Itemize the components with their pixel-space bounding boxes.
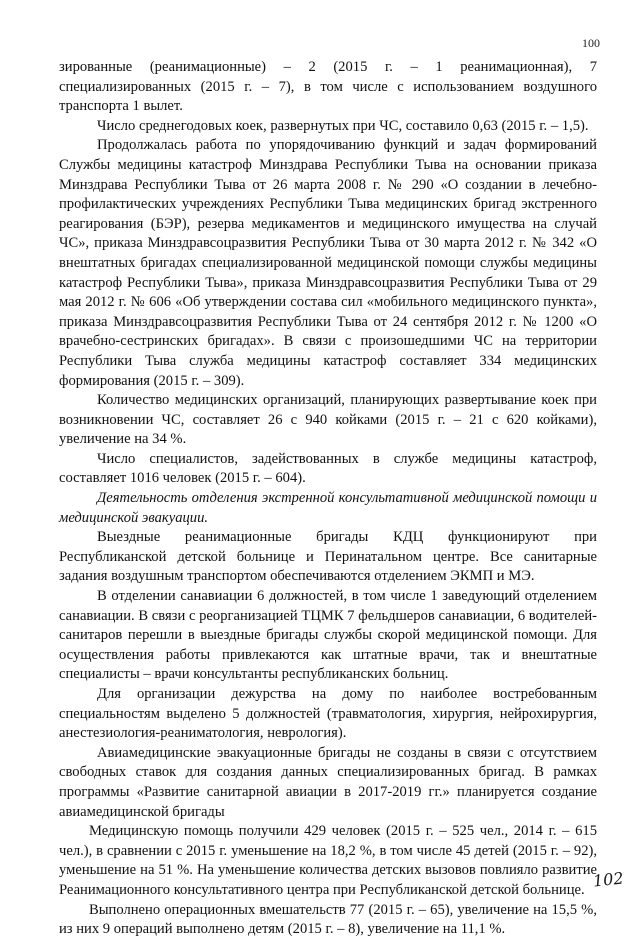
handwritten-page-number: 102: [592, 868, 625, 891]
paragraph-beds: Число среднегодовых коек, развернутых при ЧС, составило 0,63 (2015 г. – 1,5).: [97, 117, 589, 134]
paragraph-aviamedical: Авиамедицинские эвакуационные бригады не созданы в связи с отсутствием свободных ставок для создания данных специализированных бригад. В рамках программы «Развитие санитарной авиации в 2017-2019 гг.» планируется создание авиамедицинской бригады: [59, 744, 597, 820]
paragraph-organizations: Количество медицинских организаций, планирующих развертывание коек при возникновении ЧС, составляет 26 с 940 койками (2015 г. – 21 с 620 койками), увеличение на 34 %.: [59, 392, 597, 448]
section-heading: Деятельность отделения экстренной консультативной медицинской помощи и медицинской эвакуации.: [59, 490, 597, 526]
paragraph-sanaviation: В отделении санавиации 6 должностей, в том числе 1 заведующий отделением санавиации. В связи с реорганизацией ТЦМК 7 фельдшеров санавиации, 6 водителей-санитаров перешли в выездные бригады службы скорой медицинской помощи. Для осуществления работы привлекаются как штатные врачи, так и внештатные специалисты – врачи консультанты республиканских больниц.: [59, 588, 597, 683]
page-number: 100: [582, 36, 600, 50]
paragraph-orders: Продолжалась работа по упорядочиванию функций и задач формирований Службы медицины катастроф Минздрава Республики Тыва на основании приказа Минздрава Республики Тыва от 26 марта 2008 г. № 290 «О создании в лечебно-профилактических учреждениях Республики Тыва медицинских бригад экстренного реагирования (БЭР), резерва медикаментов и медицинского имущества на случай ЧС», приказа Минздравсоцразвития Республики Тыва от 30 марта 2012 г. № 342 «О внештатных бригадах специализированной медицинской помощи службы медицины катастроф Республики Тыва», приказа Минздравсоцразвития Республики Тыва от 29 мая 2012 г. № 606 «Об утверждении состава сил «мобильного медицинского пункта», приказа Минздравсоцразвития Республики Тыва от 24 сентября 2012 г. № 1200 «О врачебно-сестринских бригадах». В связи с произошедшими ЧС на территории Республики Тыва служба медицины катастроф составляет 334 медицинских формирования (2015 г. – 309).: [59, 137, 597, 389]
paragraph-continuation: зированные (реанимационные) – 2 (2015 г. – 1 реанимационная), 7 специализированных (2015 г. – 7), в том числе с использованием воздушного транспорта 1 вылет.: [59, 59, 597, 115]
paragraph-brigades: Выездные реанимационные бригады КДЦ функционируют при Республиканской детской больнице и Перинатальном центре. Все санитарные задания воздушным транспортом обеспечиваются отделением ЭКМП и МЭ.: [59, 529, 597, 585]
paragraph-operations: Выполнено операционных вмешательств 77 (2015 г. – 65), увеличение на 15,5 %, из них 9 операций выполнено детям (2015 г. – 8), увеличение на 11,1 %.: [59, 901, 597, 938]
paragraph-duty: Для организации дежурства на дому по наиболее востребованным специальностям выделено 5 должностей (травматология, хирургия, нейрохирургия, анестезиология-реаниматология, неврология).: [59, 686, 597, 742]
paragraph-medical-help: Медицинскую помощь получили 429 человек (2015 г. – 525 чел., 2014 г. – 615 чел.), в сравнении с 2015 г. уменьшение на 18,2 %, в том числе 45 детей (2015 г. – 92), уменьшение на 51 %. На уменьшение количества детских вызовов повлияло развитие Реанимационного консультативного центра при Республиканской детской больнице.: [59, 823, 597, 898]
body-text: [59, 58, 597, 940]
paragraph-specialists: Число специалистов, задействованных в службе медицины катастроф, составляет 1016 человек (2015 г. – 604).: [59, 450, 597, 487]
